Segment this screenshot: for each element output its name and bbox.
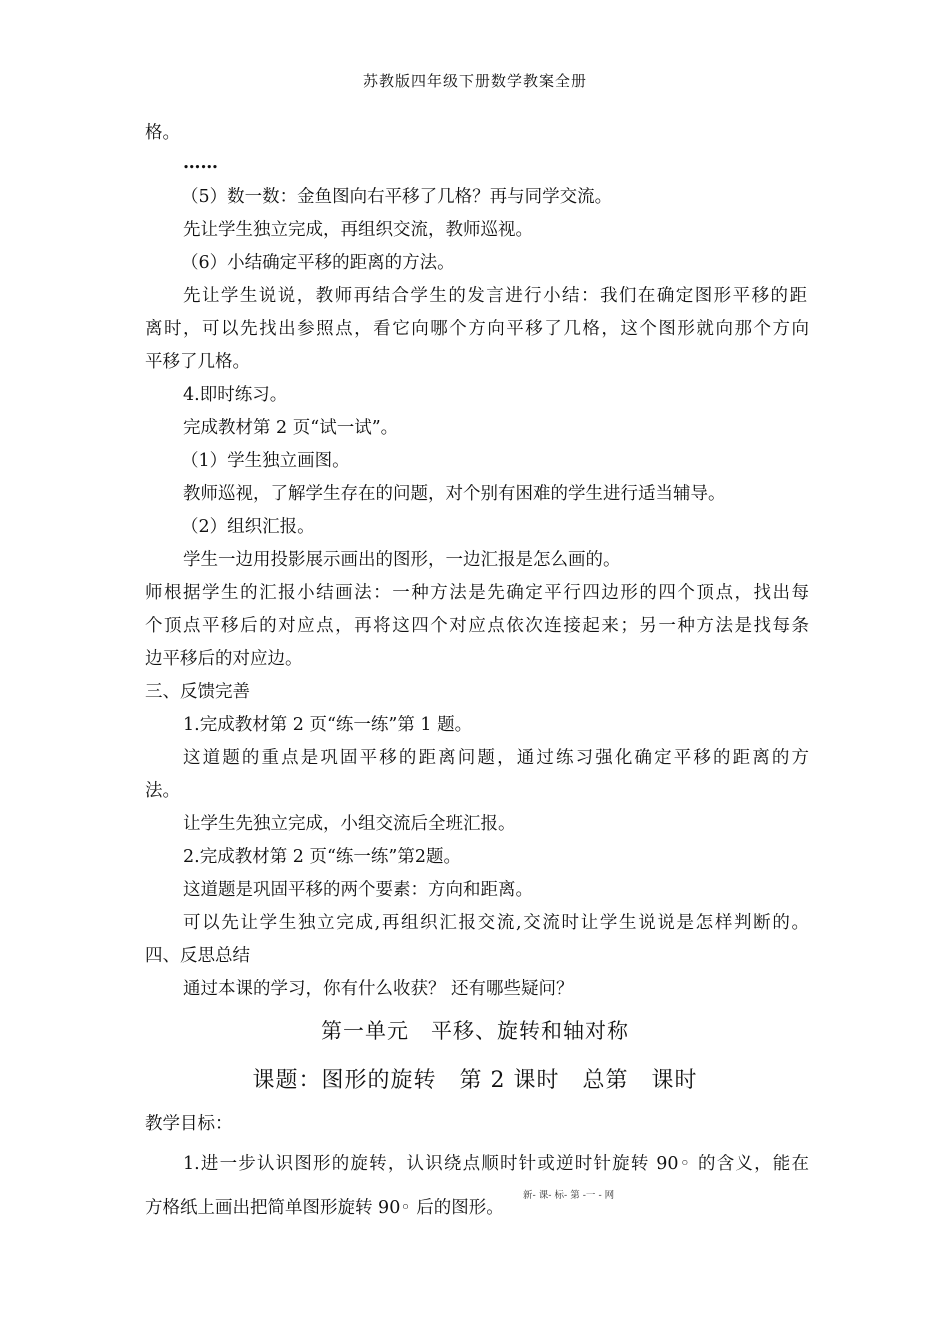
text-line: 格。 xyxy=(145,123,180,143)
text-line: 平移了几格。 xyxy=(145,352,250,372)
ellipsis-line: …… xyxy=(183,153,218,173)
objective-item-1-cont: 方格纸上画出把简单图形旋转 90◦ 后的图形。 xyxy=(145,1198,504,1218)
text-line: 先让学生独立完成，再组织交流，教师巡视。 xyxy=(183,220,533,240)
page-header: 苏教版四年级下册数学教案全册 xyxy=(362,72,587,90)
text-line: 2.完成教材第 2 页“练一练”第2题。 xyxy=(183,847,461,867)
text-line: 1.完成教材第 2 页“练一练”第 1 题。 xyxy=(183,715,473,735)
text-line: 先让学生说说，教师再结合学生的发言进行小结：我们在确定图形平移的距 xyxy=(183,286,807,306)
text-line: （1）学生独立画图。 xyxy=(181,451,350,471)
text-line: 边平移后的对应边。 xyxy=(145,649,303,669)
text-line: 教师巡视，了解学生存在的问题，对个别有困难的学生进行适当辅导。 xyxy=(183,484,726,504)
section-heading: 三、反馈完善 xyxy=(145,682,250,702)
text-line: 完成教材第 2 页“试一试”。 xyxy=(183,418,399,438)
unit-title: 第一单元 平移、旋转和轴对称 xyxy=(321,1019,629,1043)
text-line: 学生一边用投影展示画出的图形，一边汇报是怎么画的。 xyxy=(183,550,621,570)
objectives-heading: 教学目标： xyxy=(145,1114,233,1134)
lesson-title: 课题：图形的旋转 第 2 课时 总第 课时 xyxy=(252,1068,698,1093)
text-line: 个顶点平移后的对应点，再将这四个对应点依次连接起来；另一种方法是找每条 xyxy=(145,616,809,636)
text-line: 法。 xyxy=(145,781,180,801)
text-line: 可以先让学生独立完成,再组织汇报交流,交流时让学生说说是怎样判断的。 xyxy=(183,913,809,933)
text-line: （5）数一数：金鱼图向右平移了几格？再与同学交流。 xyxy=(181,187,613,207)
text-line: 4.即时练习。 xyxy=(183,385,288,405)
text-line: 师根据学生的汇报小结画法：一种方法是先确定平行四边形的四个顶点，找出每 xyxy=(145,583,809,603)
watermark: 新- 课- 标- 第 -一 - 网 xyxy=(523,1190,615,1201)
text-line: 离时，可以先找出参照点，看它向哪个方向平移了几格，这个图形就向那个方向 xyxy=(145,319,809,339)
text-line: 通过本课的学习，你有什么收获？ 还有哪些疑问？ xyxy=(183,979,574,999)
text-line: 让学生先独立完成，小组交流后全班汇报。 xyxy=(183,814,516,834)
section-heading: 四、反思总结 xyxy=(145,946,250,966)
text-line: 这道题是巩固平移的两个要素：方向和距离。 xyxy=(183,880,533,900)
text-line: 这道题的重点是巩固平移的距离问题，通过练习强化确定平移的距离的方 xyxy=(183,748,809,768)
text-line: （6）小结确定平移的距离的方法。 xyxy=(181,253,455,273)
text-line: （2）组织汇报。 xyxy=(181,517,315,537)
objective-item-1: 1.进一步认识图形的旋转，认识绕点顺时针或逆时针旋转 90◦ 的含义，能在 xyxy=(183,1154,809,1174)
